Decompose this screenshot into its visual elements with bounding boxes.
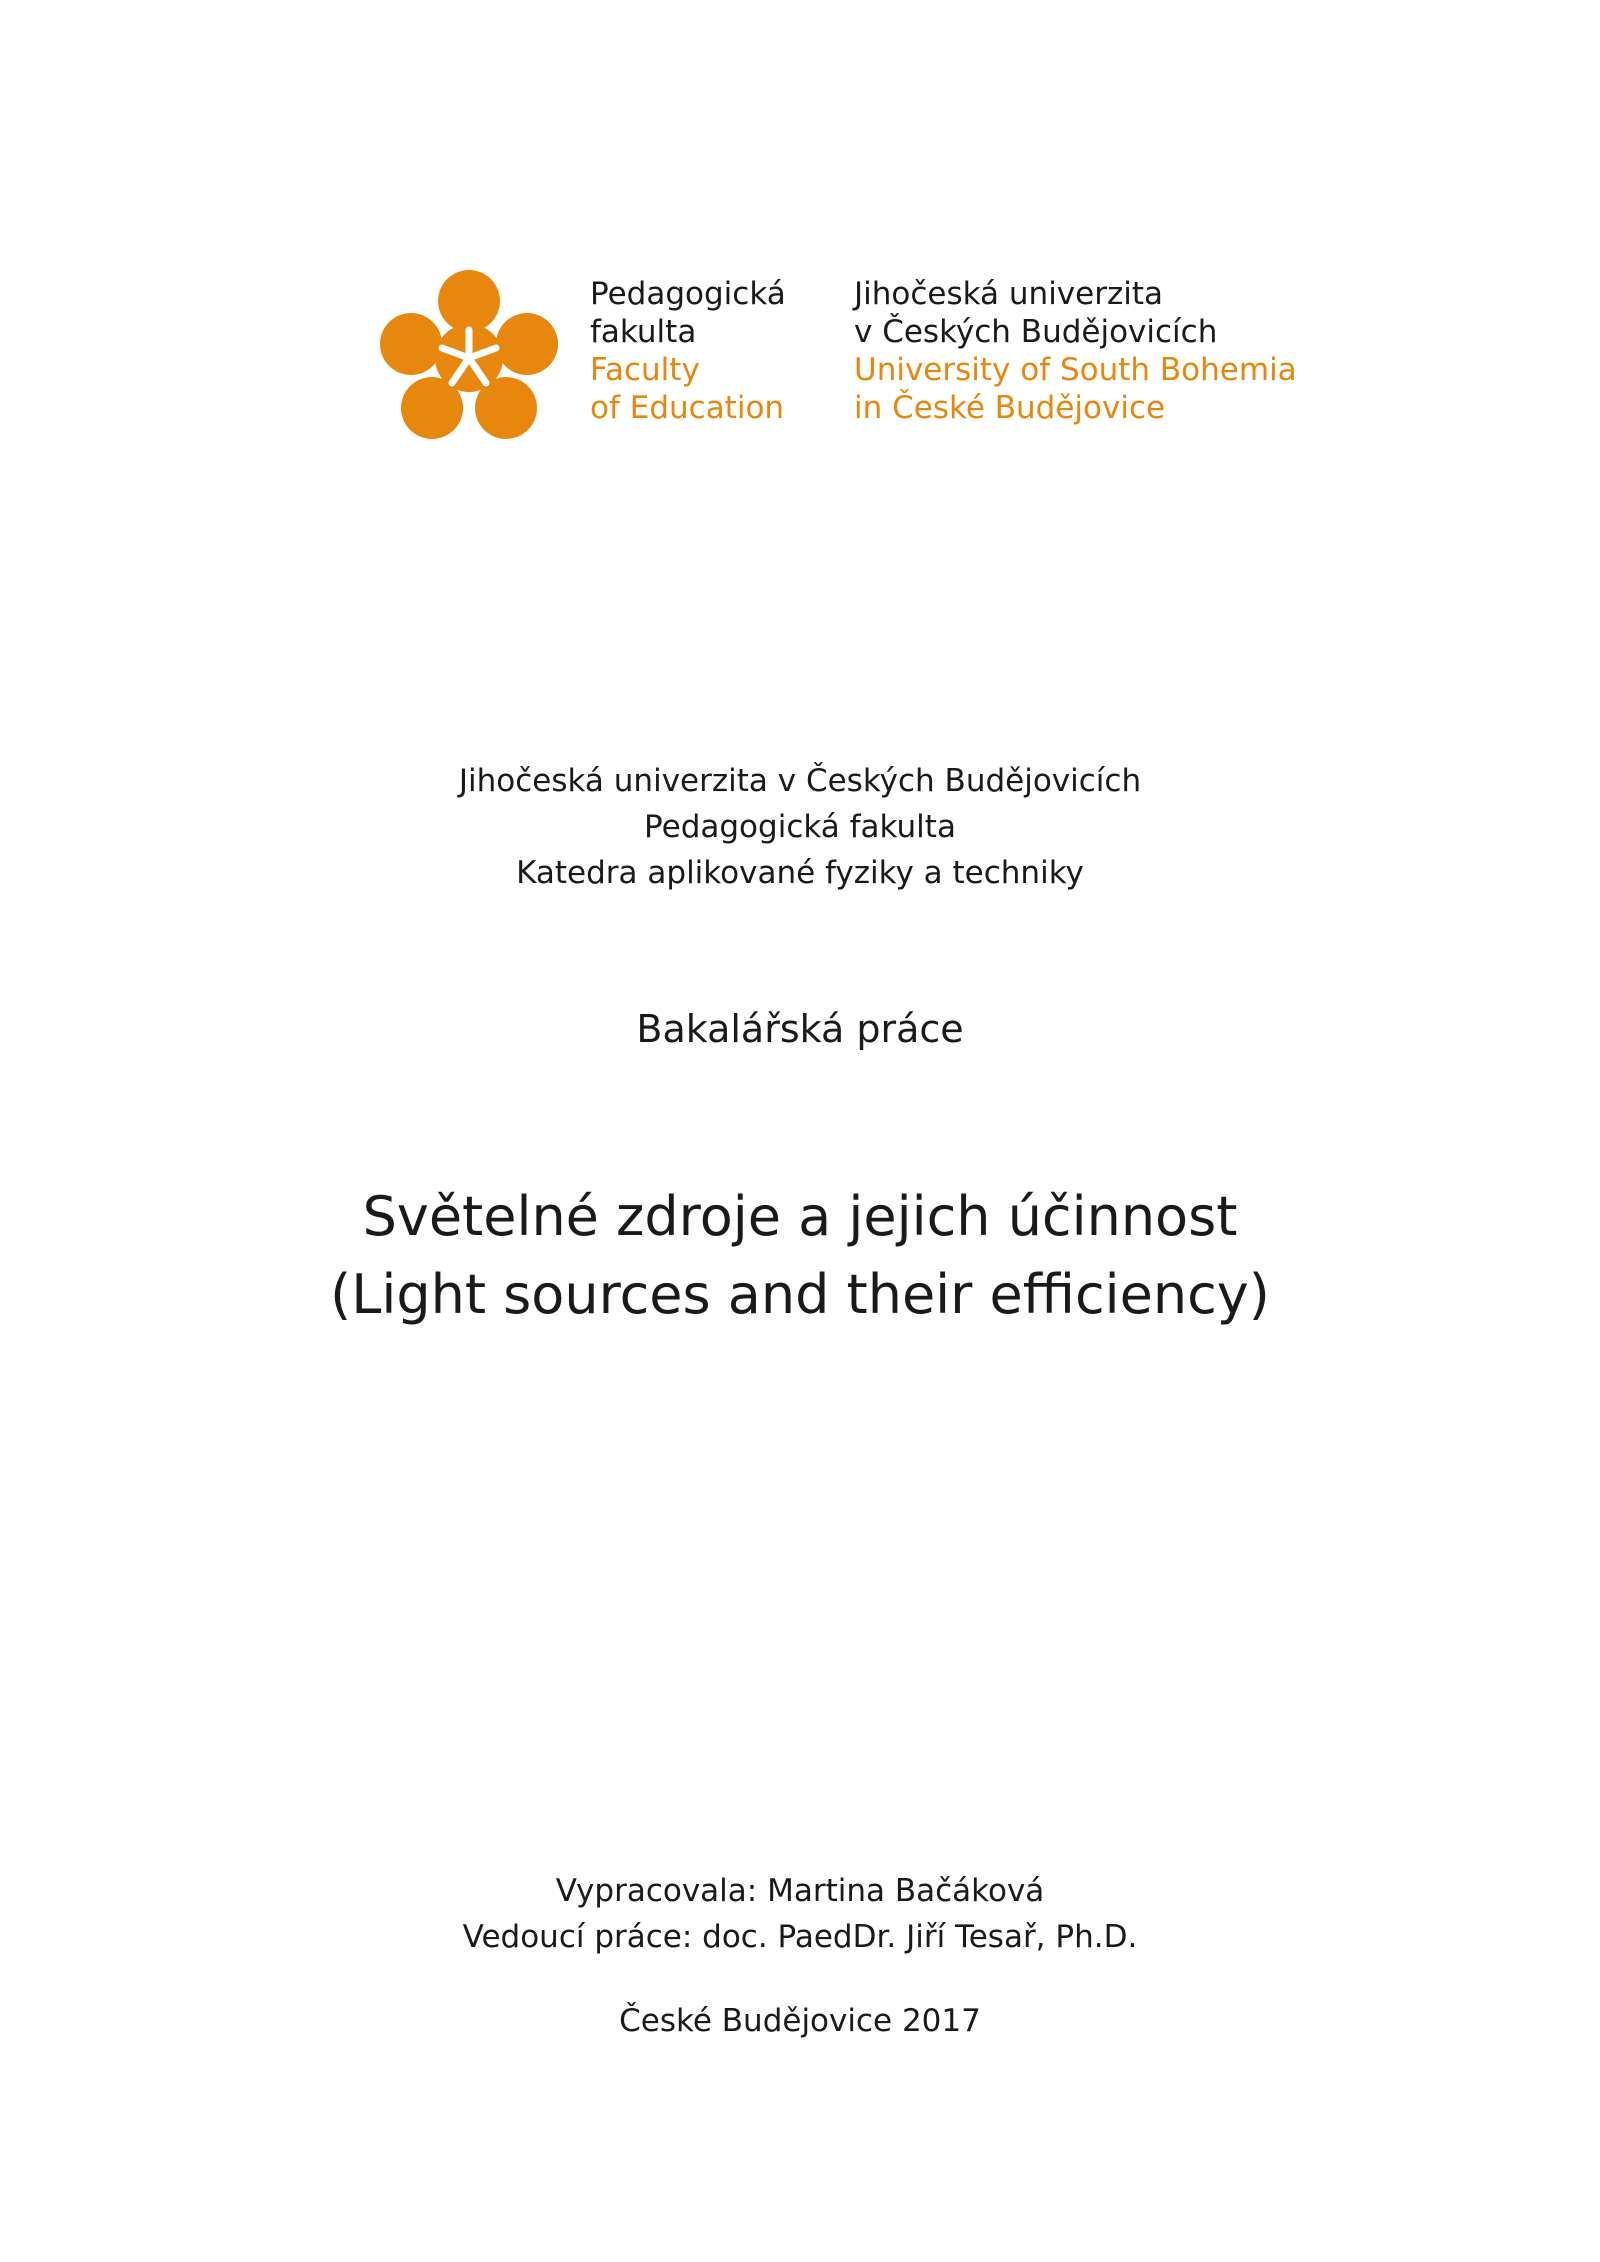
flower-logo-icon — [380, 268, 558, 443]
university-name-cz-line2: v Českých Budějovicích — [854, 314, 1218, 350]
faculty-name-cz-line2: fakulta — [590, 314, 697, 350]
thesis-title-english: (Light sources and their efficiency) — [330, 1263, 1270, 1326]
university-name: Jihočeská univerzita v Českých Budějovicích — [458, 763, 1142, 799]
department-name: Katedra aplikované fyziky a techniky — [516, 855, 1084, 891]
university-name-en-line1: University of South Bohemia — [854, 352, 1297, 388]
faculty-name-en-line1: Faculty — [590, 352, 700, 388]
university-name-block — [854, 275, 1297, 427]
institution-block — [0, 758, 1600, 896]
thesis-type: Bakalářská práce — [636, 1007, 964, 1051]
place-and-year: České Budějovice 2017 — [619, 2003, 981, 2039]
thesis-title — [0, 1178, 1600, 1334]
university-logo-header — [380, 265, 1320, 445]
faculty-name-en-line2: of Education — [590, 390, 785, 426]
thesis-title-czech: Světelné zdroje a jejich účinnost — [362, 1185, 1238, 1248]
author-line: Vypracovala: Martina Bačáková — [555, 1873, 1045, 1909]
authors-block — [0, 1868, 1600, 1960]
university-name-en-line2: in České Budějovice — [854, 390, 1166, 426]
faculty-name-block — [590, 275, 786, 427]
supervisor-line: Vedoucí práce: doc. PaedDr. Jiří Tesař, Ph.D. — [462, 1919, 1138, 1955]
faculty-name: Pedagogická fakulta — [644, 809, 956, 845]
faculty-name-cz-line1: Pedagogická — [590, 276, 786, 312]
university-name-cz-line1: Jihočeská univerzita — [854, 276, 1164, 312]
